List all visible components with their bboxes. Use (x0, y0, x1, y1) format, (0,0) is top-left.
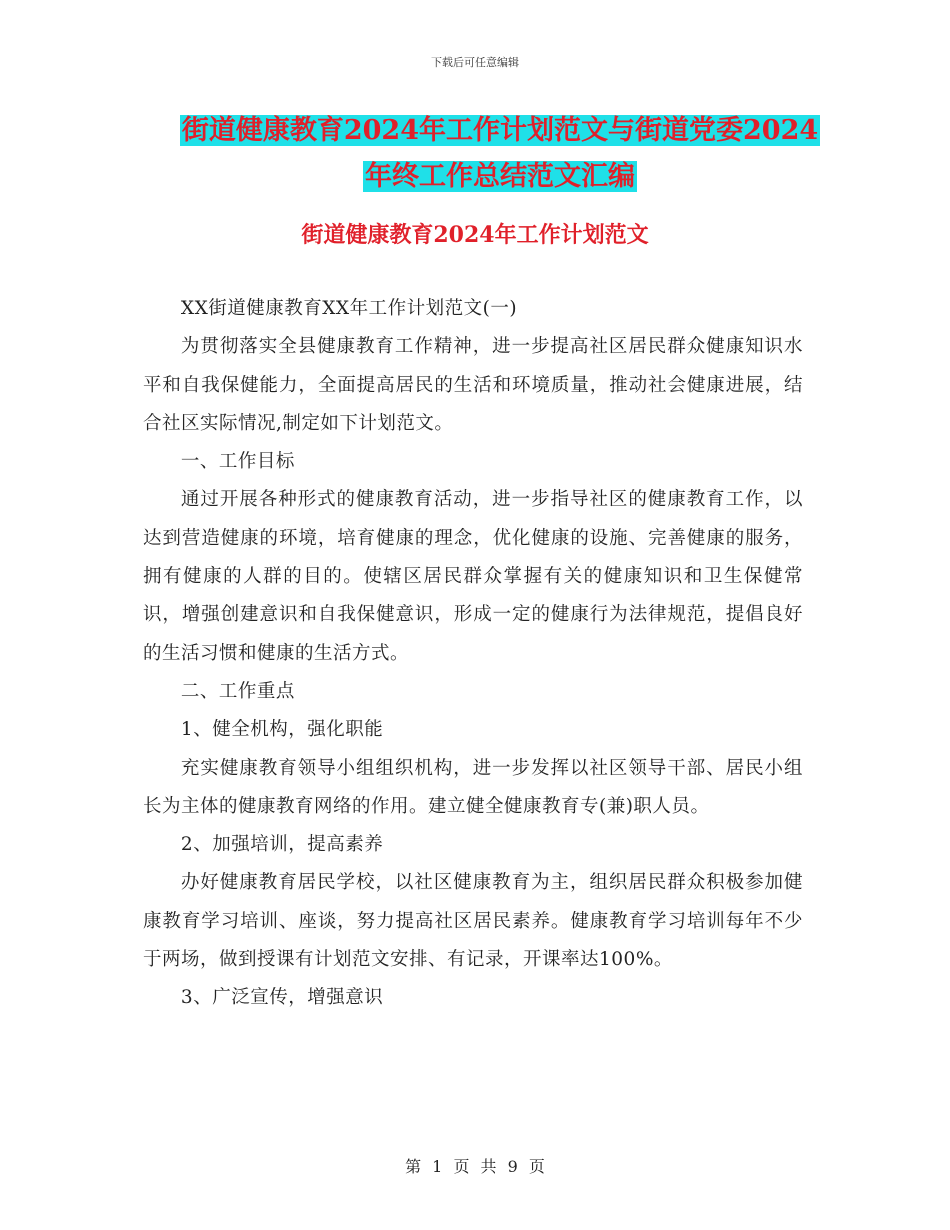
paragraph-subtitle: XX街道健康教育XX年工作计划范文(一) (180, 298, 518, 319)
header-note: 下载后可任意编辑 (431, 56, 519, 69)
document-title (140, 108, 860, 200)
paragraph-organization: 充实健康教育领导小组组织机构，进一步发挥以社区领导干部、居民小组长为主体的健康教育网络的作用。建立健全健康教育专(兼)职人员。 (143, 757, 803, 817)
page-number-footer: 第 1 页 共 9 页 (405, 1157, 545, 1176)
paragraph-work-goals: 通过开展各种形式的健康教育活动，进一步指导社区的健康教育工作，以达到营造健康的环境，培育健康的理念，优化健康的设施、完善健康的服务，拥有健康的人群的目的。使辖区居民群众掌握有关的健康知识和卫生保健常识，增强创建意识和自我保健意识，形成一定的健康行为法律规范，提倡良好的生活习惯和健康的生活方式。 (143, 489, 803, 664)
document-body (143, 290, 803, 1018)
paragraph-intro: 为贯彻落实全县健康教育工作精神，进一步提高社区居民群众健康知识水平和自我保健能力，全面提高居民的生活和环境质量，推动社会健康进展，结合社区实际情况,制定如下计划范文。 (143, 336, 803, 434)
heading-work-focus: 二、工作重点 (180, 680, 295, 702)
document-title-line-2: 年终工作总结范文汇编 (365, 161, 635, 192)
document-title-line-1: 街道健康教育2024年工作计划范文与街道党委2024 (181, 115, 819, 146)
subheading-publicity: 3、广泛宣传，增强意识 (180, 987, 384, 1009)
heading-work-goals: 一、工作目标 (180, 451, 295, 473)
subheading-organization: 1、健全机构，强化职能 (180, 719, 384, 741)
subheading-training: 2、加强培训，提高素养 (180, 834, 384, 856)
section-title: 街道健康教育2024年工作计划范文 (301, 222, 649, 248)
paragraph-training: 办好健康教育居民学校，以社区健康教育为主，组织居民群众积极参加健康教育学习培训、座谈，努力提高社区居民素养。健康教育学习培训每年不少于两场，做到授课有计划范文安排、有记录，开课率达100%。 (143, 872, 803, 971)
